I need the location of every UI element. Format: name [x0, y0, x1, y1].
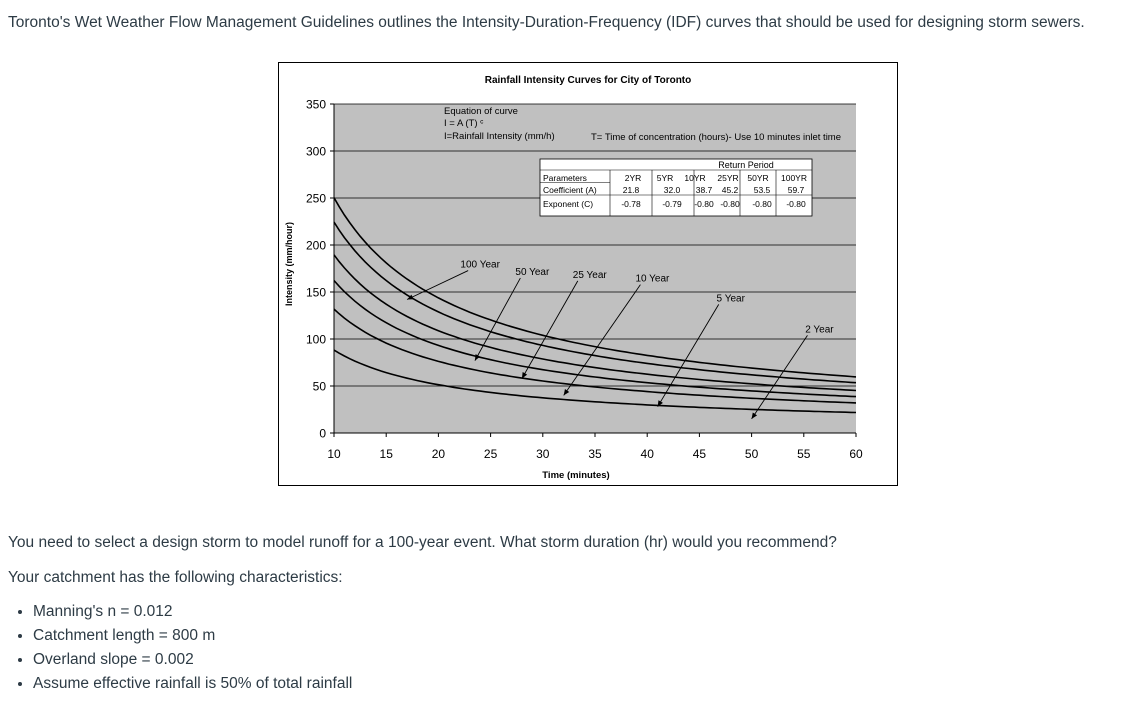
series-label: 100 Year: [460, 259, 500, 271]
series-label: 5 Year: [716, 293, 745, 305]
table-exponent: -0.78: [621, 199, 641, 209]
table-row-label: Coefficient (A): [543, 185, 597, 195]
catchment-heading: Your catchment has the following characteristics:: [8, 569, 343, 586]
x-axis-label: Time (minutes): [542, 470, 610, 481]
table-exponent: -0.80: [786, 199, 806, 209]
idf-chart-figure: [278, 62, 898, 491]
intro-text: Toronto's Wet Weather Flow Management Guidelines outlines the Intensity-Duration-Frequency (IDF) curves that should be used for designing storm sewers.: [8, 14, 1085, 31]
table-period: 100YR: [781, 173, 807, 183]
plot-area: [334, 104, 856, 433]
table-coefficient: 53.5: [753, 185, 771, 195]
y-tick-label: 100: [305, 332, 326, 347]
y-tick-label: 150: [305, 285, 326, 300]
table-coefficient: 21.8: [622, 185, 640, 195]
series-label: 10 Year: [635, 273, 670, 285]
y-tick-label: 200: [305, 238, 326, 253]
question-text: You need to select a design storm to model runoff for a 100-year event. What storm duration (hr) would you recommend?: [8, 534, 837, 551]
y-axis-label: Intensity (mm/hour): [284, 221, 294, 307]
table-exponent: -0.80: [694, 199, 714, 209]
x-tick-label: 10: [327, 447, 341, 461]
table-period: 2YR: [624, 173, 642, 183]
equation-time-def: T= Time of concentration (hours)- Use 10 minutes inlet time: [591, 132, 842, 143]
equation-title: Equation of curve: [444, 106, 518, 117]
equation-formula: I = A (T) ᶜ: [444, 118, 484, 129]
x-tick-label: 45: [692, 447, 707, 461]
x-tick-label: 15: [379, 447, 393, 461]
table-row-label: Parameters: [543, 173, 587, 183]
series-label: 2 Year: [805, 324, 834, 336]
x-tick-label: 40: [640, 447, 654, 461]
table-row-label: Exponent (C): [543, 199, 594, 209]
table-coefficient: 32.0: [663, 185, 681, 195]
table-period: 10YR: [684, 173, 706, 183]
y-tick-label: 250: [305, 191, 326, 206]
series-label: 25 Year: [572, 269, 607, 281]
x-tick-label: 20: [431, 447, 446, 461]
y-tick-label: 350: [305, 97, 326, 112]
list-item: • Catchment length = 800 m: [33, 624, 352, 648]
x-tick-label: 60: [849, 447, 863, 461]
y-tick-label: 0: [319, 426, 326, 441]
table-header: Return Period: [718, 160, 774, 170]
table-period: 50YR: [747, 173, 769, 183]
equation-intensity-def: I=Rainfall Intensity (mm/h): [444, 131, 555, 142]
table-coefficient: 38.7: [695, 185, 713, 195]
table-coefficient: 45.2: [721, 185, 739, 195]
x-tick-label: 30: [536, 447, 550, 461]
table-period: 5YR: [656, 173, 674, 183]
y-tick-label: 300: [305, 144, 326, 159]
idf-chart: [278, 62, 898, 486]
table-coefficient: 59.7: [787, 185, 805, 195]
list-item: • Manning's n = 0.012: [33, 600, 352, 624]
x-tick-label: 25: [483, 447, 498, 461]
table-exponent: -0.80: [752, 199, 772, 209]
x-tick-label: 55: [797, 447, 811, 461]
list-item: • Overland slope = 0.002: [33, 648, 352, 672]
list-item: • Assume effective rainfall is 50% of total rainfall: [33, 672, 352, 696]
x-tick-label: 35: [588, 447, 602, 461]
y-tick-label: 50: [312, 379, 326, 394]
chart-title: Rainfall Intensity Curves for City of Toronto: [484, 75, 692, 86]
table-period: 25YR: [717, 173, 739, 183]
parameter-table: [540, 159, 812, 216]
catchment-list: [8, 600, 352, 696]
series-label: 50 Year: [515, 267, 550, 279]
table-exponent: -0.79: [662, 199, 682, 209]
table-exponent: -0.80: [720, 199, 740, 209]
x-tick-label: 50: [744, 447, 759, 461]
